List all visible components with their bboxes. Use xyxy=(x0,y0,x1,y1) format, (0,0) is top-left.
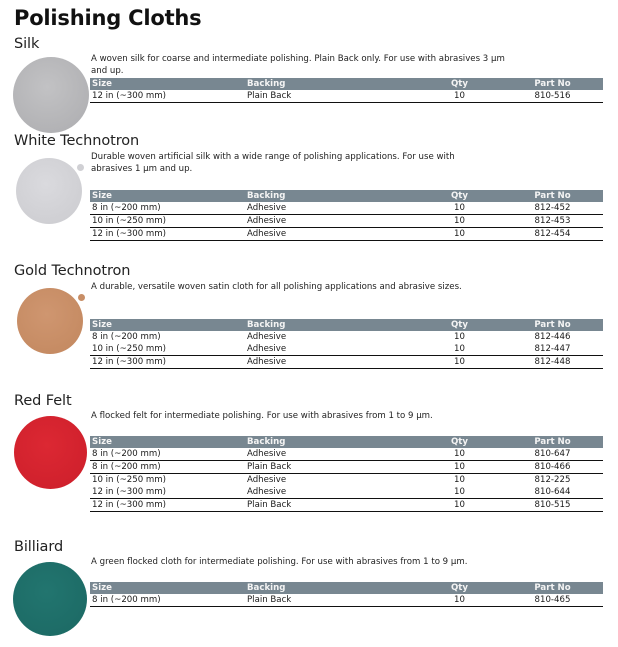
column-header-part-no: Part No xyxy=(502,78,603,90)
section-description: A green flocked cloth for intermediate polishing. For use with abrasives from 1 to 9 µm. xyxy=(91,557,468,567)
cell-qty: 10 xyxy=(417,228,502,241)
column-header-size: Size xyxy=(90,582,245,594)
column-header-backing: Backing xyxy=(245,190,417,202)
page-title: Polishing Cloths xyxy=(14,6,202,30)
cell-qty: 10 xyxy=(417,448,502,461)
column-header-size: Size xyxy=(90,78,245,90)
table-row xyxy=(90,448,603,461)
column-header-part-no: Part No xyxy=(502,582,603,594)
section-description: A woven silk for coarse and intermediate polishing. Plain Back only. For use with abrasives 3 µm and up. xyxy=(91,54,505,76)
cell-part-no: 812-454 xyxy=(502,228,603,241)
table-row xyxy=(90,202,603,215)
section-description: A flocked felt for intermediate polishing. For use with abrasives from 1 to 9 µm. xyxy=(91,411,433,421)
column-header-size: Size xyxy=(90,319,245,331)
cell-size: 12 in (~300 mm) xyxy=(90,486,245,499)
table-row xyxy=(90,90,603,103)
cell-part-no: 810-647 xyxy=(502,448,603,461)
table-row xyxy=(90,486,603,499)
product-table xyxy=(90,190,603,241)
column-header-size: Size xyxy=(90,190,245,202)
cell-backing: Adhesive xyxy=(245,448,417,461)
cell-part-no: 810-644 xyxy=(502,486,603,499)
cell-size: 8 in (~200 mm) xyxy=(90,461,245,474)
section-description: A durable, versatile woven satin cloth for all polishing applications and abrasive sizes. xyxy=(91,282,462,292)
table-row xyxy=(90,499,603,512)
column-header-part-no: Part No xyxy=(502,319,603,331)
cell-backing: Adhesive xyxy=(245,215,417,228)
gold-technotron-disc-image xyxy=(17,288,83,354)
cell-backing: Plain Back xyxy=(245,461,417,474)
cell-size: 12 in (~300 mm) xyxy=(90,499,245,512)
cell-part-no: 810-516 xyxy=(502,90,603,103)
cell-qty: 10 xyxy=(417,343,502,356)
cell-size: 8 in (~200 mm) xyxy=(90,448,245,461)
column-header-qty: Qty xyxy=(417,78,502,90)
table-row xyxy=(90,228,603,241)
column-header-part-no: Part No xyxy=(502,190,603,202)
table-row xyxy=(90,331,603,343)
cell-size: 10 in (~250 mm) xyxy=(90,215,245,228)
cell-qty: 10 xyxy=(417,461,502,474)
silk-cloth-disc-image xyxy=(13,57,89,133)
cell-qty: 10 xyxy=(417,486,502,499)
cell-qty: 10 xyxy=(417,215,502,228)
cell-backing: Adhesive xyxy=(245,356,417,369)
table-row xyxy=(90,215,603,228)
cell-qty: 10 xyxy=(417,202,502,215)
cell-part-no: 812-453 xyxy=(502,215,603,228)
cell-backing: Adhesive xyxy=(245,486,417,499)
cell-part-no: 812-225 xyxy=(534,475,571,485)
cell-part-no: 812-452 xyxy=(502,202,603,215)
cell-part-no: 812-448 xyxy=(502,356,603,369)
cell-size: 10 in (~250 mm) xyxy=(90,343,245,356)
cell-size: 8 in (~200 mm) xyxy=(92,332,161,342)
product-table xyxy=(90,319,603,369)
column-header-part-no: Part No xyxy=(502,436,603,448)
cell-backing: Adhesive xyxy=(245,343,417,356)
column-header-backing: Backing xyxy=(245,319,417,331)
section-title: White Technotron xyxy=(14,133,140,149)
column-header-backing: Backing xyxy=(245,436,417,448)
cell-backing: Plain Back xyxy=(245,594,417,607)
table-row xyxy=(90,461,603,474)
cell-qty: 10 xyxy=(454,332,465,342)
cell-backing: Adhesive xyxy=(245,228,417,241)
product-table xyxy=(90,78,603,103)
cell-backing: Adhesive xyxy=(245,202,417,215)
cell-size: 12 in (~300 mm) xyxy=(90,90,245,103)
column-header-backing: Backing xyxy=(245,582,417,594)
cell-part-no: 810-515 xyxy=(502,499,603,512)
cell-backing: Plain Back xyxy=(245,499,417,512)
cell-size: 12 in (~300 mm) xyxy=(90,228,245,241)
table-row xyxy=(90,356,603,369)
cell-part-no: 812-446 xyxy=(534,332,571,342)
disc-tab xyxy=(77,164,84,171)
product-table xyxy=(90,436,603,512)
cell-qty: 10 xyxy=(417,356,502,369)
disc-tab xyxy=(78,294,85,301)
cell-backing: Adhesive xyxy=(247,475,287,485)
cell-qty: 10 xyxy=(454,475,465,485)
section-title: Billiard xyxy=(14,539,64,555)
section-description: Durable woven artificial silk with a wide range of polishing applications. For use with abrasives 1 µm and up. xyxy=(91,152,455,174)
table-row xyxy=(90,343,603,356)
column-header-size: Size xyxy=(90,436,245,448)
billiard-disc-image xyxy=(13,562,87,636)
cell-part-no: 812-447 xyxy=(502,343,603,356)
cell-part-no: 810-466 xyxy=(502,461,603,474)
cell-size: 8 in (~200 mm) xyxy=(90,594,245,607)
column-header-qty: Qty xyxy=(417,319,502,331)
section-title: Silk xyxy=(14,36,40,52)
column-header-qty: Qty xyxy=(417,190,502,202)
cell-qty: 10 xyxy=(417,594,502,607)
table-row xyxy=(90,474,603,487)
cell-backing: Plain Back xyxy=(245,90,417,103)
red-felt-disc-image xyxy=(14,416,87,489)
cell-size: 12 in (~300 mm) xyxy=(90,356,245,369)
section-title: Gold Technotron xyxy=(14,263,131,279)
column-header-qty: Qty xyxy=(417,436,502,448)
cell-size: 10 in (~250 mm) xyxy=(92,475,167,485)
cell-qty: 10 xyxy=(417,499,502,512)
column-header-backing: Backing xyxy=(245,78,417,90)
table-row xyxy=(90,594,603,607)
product-table xyxy=(90,582,603,607)
cell-backing: Adhesive xyxy=(247,332,287,342)
cell-part-no: 810-465 xyxy=(502,594,603,607)
white-technotron-disc-image xyxy=(16,158,82,224)
section-title: Red Felt xyxy=(14,393,72,409)
cell-size: 8 in (~200 mm) xyxy=(90,202,245,215)
column-header-qty: Qty xyxy=(417,582,502,594)
cell-qty: 10 xyxy=(417,90,502,103)
